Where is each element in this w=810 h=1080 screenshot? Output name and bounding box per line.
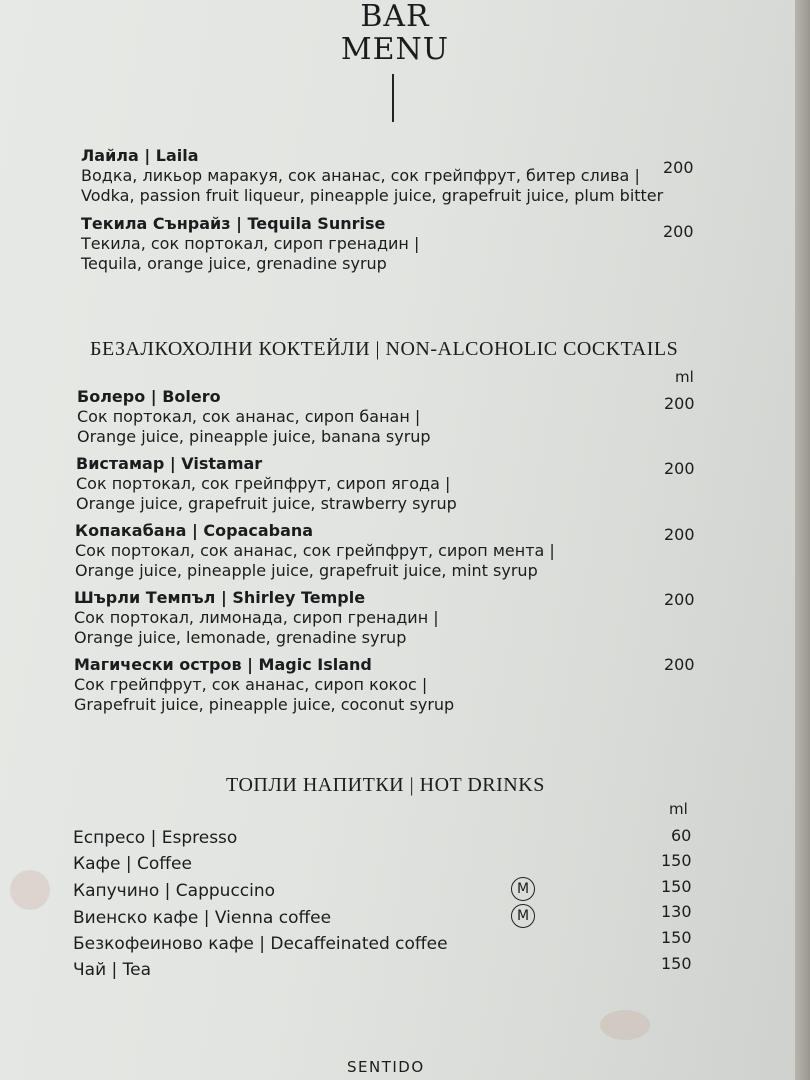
drink-name: Болеро | Bolero (77, 387, 221, 406)
hot-drink-name: Безкофеиново кафе | Decaffeinated coffee (73, 934, 448, 954)
non-alcoholic-item (75, 521, 555, 581)
drink-volume: 200 (664, 394, 695, 413)
hot-drink-name: Еспресо | Espresso (73, 828, 238, 848)
title-line-2: MENU (340, 32, 450, 67)
drink-volume: 200 (664, 525, 695, 544)
section-title-non-alcoholic: БЕЗАЛКОХОЛНИ КОКТЕЙЛИ | NON-ALCOHOLIC COCKTAILS (90, 338, 679, 360)
ingredients-en: Orange juice, lemonade, grenadine syrup (74, 628, 407, 647)
non-alcoholic-item (74, 588, 439, 648)
page-edge (795, 0, 810, 1080)
cocktail-name: Лайла | Laila (81, 146, 199, 165)
hot-drink-name: Капучино | Cappuccino (73, 881, 276, 901)
drink-name: Шърли Темпъл | Shirley Temple (74, 588, 366, 607)
stain (10, 870, 50, 910)
drink-volume: 200 (664, 459, 695, 478)
hot-drink-volume: 60 (671, 826, 692, 845)
title-line-1: BAR (360, 0, 430, 34)
hot-drink-volume: 150 (661, 954, 692, 973)
brand-footer: SENTIDO (347, 1058, 425, 1076)
cocktail-item (81, 214, 419, 274)
hot-drink-volume: 130 (661, 902, 692, 921)
unit-label: ml (675, 368, 694, 386)
cocktail-ingredients-en: Vodka, passion fruit liqueur, pineapple juice, grapefruit juice, plum bitter (81, 186, 664, 205)
stain (600, 1010, 650, 1040)
hot-drink-name: Виенско кафе | Vienna coffee (73, 908, 332, 928)
m-mark-icon: M (511, 877, 535, 901)
drink-name: Магически остров | Magic Island (74, 655, 372, 674)
ingredients-en: Orange juice, grapefruit juice, strawberry syrup (76, 494, 457, 513)
cocktail-item (81, 146, 663, 206)
cocktail-ingredients-bg: Водка, ликьор маракуя, сок ананас, сок грейпфрут, битер слива | (81, 166, 640, 185)
drink-name: Копакабана | Copacabana (75, 521, 314, 540)
hot-drink-name: Чай | Tea (73, 960, 152, 980)
hot-drink-volume: 150 (661, 877, 692, 896)
unit-label: ml (669, 800, 688, 818)
cocktail-volume: 200 (663, 158, 694, 177)
cocktail-ingredients-bg: Текила, сок портокал, сироп гренадин | (81, 234, 420, 253)
ingredients-en: Orange juice, pineapple juice, grapefruit juice, mint syrup (75, 561, 538, 580)
cocktail-volume: 200 (663, 222, 694, 241)
hot-drink-volume: 150 (661, 928, 692, 947)
drink-volume: 200 (664, 590, 695, 609)
menu-title (300, 0, 490, 66)
drink-name: Вистамар | Vistamar (76, 454, 263, 473)
ingredients-bg: Сок портокал, сок ананас, сок грейпфрут, сироп мента | (75, 541, 555, 560)
cocktail-ingredients-en: Tequila, orange juice, grenadine syrup (81, 254, 387, 273)
non-alcoholic-item (76, 454, 457, 514)
ingredients-en: Grapefruit juice, pineapple juice, coconut syrup (74, 695, 455, 714)
section-title-hot-drinks: ТОПЛИ НАПИТКИ | HOT DRINKS (226, 774, 545, 796)
drink-volume: 200 (664, 655, 695, 674)
hot-drink-name: Кафе | Coffee (73, 854, 192, 874)
m-mark-icon: M (511, 904, 535, 928)
non-alcoholic-item (74, 655, 454, 715)
ingredients-bg: Сок портокал, сок ананас, сироп банан | (77, 407, 421, 426)
ingredients-bg: Сок портокал, сок грейпфрут, сироп ягода | (76, 474, 451, 493)
cocktail-name: Текила Сънрайз | Tequila Sunrise (81, 214, 386, 233)
non-alcoholic-item (77, 387, 431, 447)
title-divider (392, 74, 394, 122)
ingredients-bg: Сок грейпфрут, сок ананас, сироп кокос | (74, 675, 428, 694)
hot-drink-volume: 150 (661, 851, 692, 870)
ingredients-en: Orange juice, pineapple juice, banana syrup (77, 427, 431, 446)
ingredients-bg: Сок портокал, лимонада, сироп гренадин | (74, 608, 439, 627)
